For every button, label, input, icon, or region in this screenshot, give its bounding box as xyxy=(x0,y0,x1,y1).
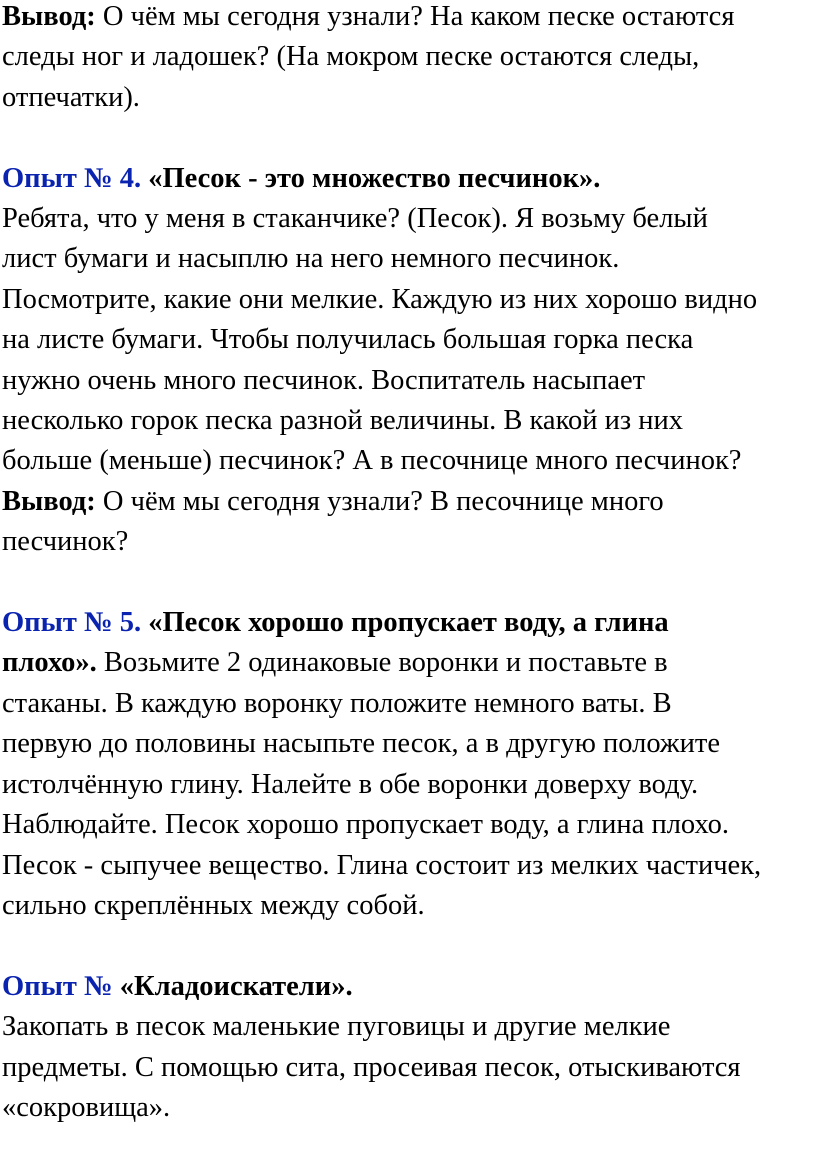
experiment-4-title: «Песок - это множество песчинок». xyxy=(141,162,601,194)
conclusion-label: Вывод: xyxy=(2,1,96,32)
experiment-treasure-body: Закопать в песок маленькие пуговицы и другие мелкие предметы. С помощью сита, просеивая песок, отыскиваются «сокровища». xyxy=(2,1011,741,1123)
conclusion-label: Вывод: xyxy=(2,485,96,517)
paragraph-gap xyxy=(2,926,816,966)
experiment-4-heading xyxy=(2,159,816,199)
experiment-treasure-heading xyxy=(2,967,816,1007)
experiment-treasure-label: Опыт № xyxy=(2,970,113,1002)
conclusion-paragraph-2 xyxy=(2,482,816,563)
experiment-5-paragraph xyxy=(2,603,816,926)
experiment-treasure-title: «Кладоискатели». xyxy=(112,970,353,1002)
experiment-4-label: Опыт № 4. xyxy=(2,162,142,194)
experiment-5-label: Опыт № 5. xyxy=(2,607,142,639)
experiment-4-body: Ребята, что у меня в стаканчике? (Песок). Я возьму белый лист бумаги и насыплю на него немного песчинок. Посмотрите, какие они мелкие. Каждую из них хорошо видно на листе бумаги. Чтобы получилась большая горка песка нужно очень много песчинок. Воспитатель насыпает несколько горок песка разной величины. В какой из них больше (меньше) песчинок? А в песочнице много песчинок? xyxy=(2,203,758,477)
paragraph-gap xyxy=(2,563,816,603)
conclusion-text: О чём мы сегодня узнали? На каком песке остаются следы ног и ладошек? (На мокром песке остаются следы, отпечатки). xyxy=(2,1,735,113)
conclusion-text: О чём мы сегодня узнали? В песочнице много песчинок? xyxy=(2,485,664,558)
conclusion-paragraph-1 xyxy=(2,0,816,118)
paragraph-gap xyxy=(2,118,816,158)
experiment-5-title: «Песок хорошо пропускает воду, а глина плохо». xyxy=(2,607,669,679)
experiment-5-body: Возьмите 2 одинаковые воронки и поставьте в стаканы. В каждую воронку положите немного ваты. В первую до половины насыпьте песок, а в другую положите истолчённую глину. Налейте в обе воронки доверху воду. Наблюдайте. Песок хорошо пропускает воду, а глина плохо. Песок - сыпучее вещество. Глина состоит из мелких частичек, сильно скреплённых между собой. xyxy=(2,647,762,921)
